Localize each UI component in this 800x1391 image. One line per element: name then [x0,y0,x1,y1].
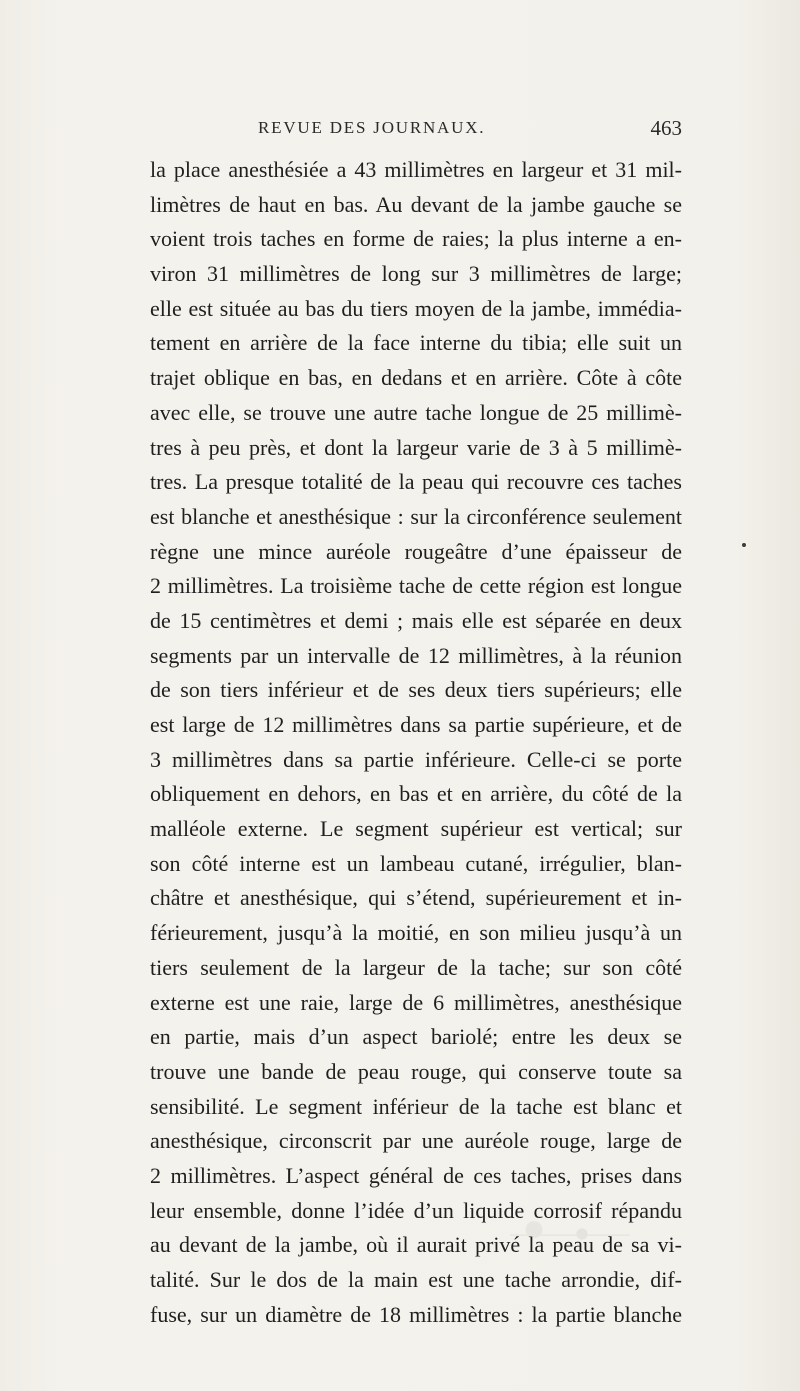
body-line: talité. Sur le dos de la main est une tache arrondie, dif- [150,1267,682,1292]
body-line: son côté interne est un lambeau cutané, irrégulier, blan- [150,850,682,876]
body-line: règne une mince auréole rougeâtre d’une épaisseur de [150,538,682,564]
body-line: est blanche et anesthésique : sur la circonférence seulement [150,503,682,529]
page-number: 463 [650,116,682,140]
body-line: externe est une raie, large de 6 millimètres, anesthésique [150,989,682,1015]
body-line: tres. La presque totalité de la peau qui recouvre ces taches [150,469,682,495]
faint-stamp-mark [510,1212,630,1256]
body-line: châtre et anesthésique, qui s’étend, supérieurement et in- [150,885,682,911]
body-line: voient trois taches en forme de raies; la plus interne a en- [150,226,682,252]
print-speck [742,543,746,547]
body-line: la place anesthésiée a 43 millimètres en largeur et 31 mil- [150,157,682,182]
body-line: trouve une bande de peau rouge, qui conserve toute sa [150,1058,682,1084]
body-line: en partie, mais d’un aspect bariolé; entre les deux se [150,1024,682,1050]
body-line: segments par un intervalle de 12 millimètres, à la réunion [150,642,682,668]
body-line: trajet oblique en bas, en dedans et en arrière. Côte à côte [150,365,682,391]
body-line: anesthésique, circonscrit par une auréole rouge, large de [150,1128,682,1154]
body-line: malléole externe. Le segment supérieur est vertical; sur [150,816,682,842]
body-line: elle est située au bas du tiers moyen de la jambe, immédia- [150,295,682,321]
body-line: tiers seulement de la largeur de la tache; sur son côté [150,954,682,980]
body-line: avec elle, se trouve une autre tache longue de 25 millimè- [150,399,682,425]
body-line: tement en arrière de la face interne du tibia; elle suit un [150,330,682,356]
body-line: de 15 centimètres et demi ; mais elle est séparée en deux [150,607,682,633]
body-line: obliquement en dehors, en bas et en arrière, du côté de la [150,781,682,807]
body-line: tres à peu près, et dont la largeur varie de 3 à 5 millimè- [150,434,682,460]
body-line: limètres de haut en bas. Au devant de la jambe gauche se [150,191,682,217]
body-line: fuse, sur un diamètre de 18 millimètres : la partie blanche [150,1301,682,1327]
body-line: est large de 12 millimètres dans sa partie supérieure, et de [150,712,682,737]
body-line: 3 millimètres dans sa partie inférieure. Celle-ci se porte [150,746,682,772]
body-line: au devant de la jambe, où il aurait privé la peau de sa vi- [150,1232,682,1258]
body-line: férieurement, jusqu’à la moitié, en son milieu jusqu’à un [150,920,682,946]
page-header [150,118,682,146]
body-line: 2 millimètres. La troisième tache de cette région est longue [150,573,682,599]
running-head: REVUE DES JOURNAUX. [258,118,486,137]
body-line: 2 millimètres. L’aspect général de ces taches, prises dans [150,1162,682,1188]
body-line: leur ensemble, donne l’idée d’un liquide corrosif répandu [150,1197,682,1223]
body-line: de son tiers inférieur et de ses deux tiers supérieurs; elle [150,677,682,703]
body-line: sensibilité. Le segment inférieur de la tache est blanc et [150,1093,682,1119]
body-line: viron 31 millimètres de long sur 3 millimètres de large; [150,261,682,287]
body-text [150,153,682,1332]
